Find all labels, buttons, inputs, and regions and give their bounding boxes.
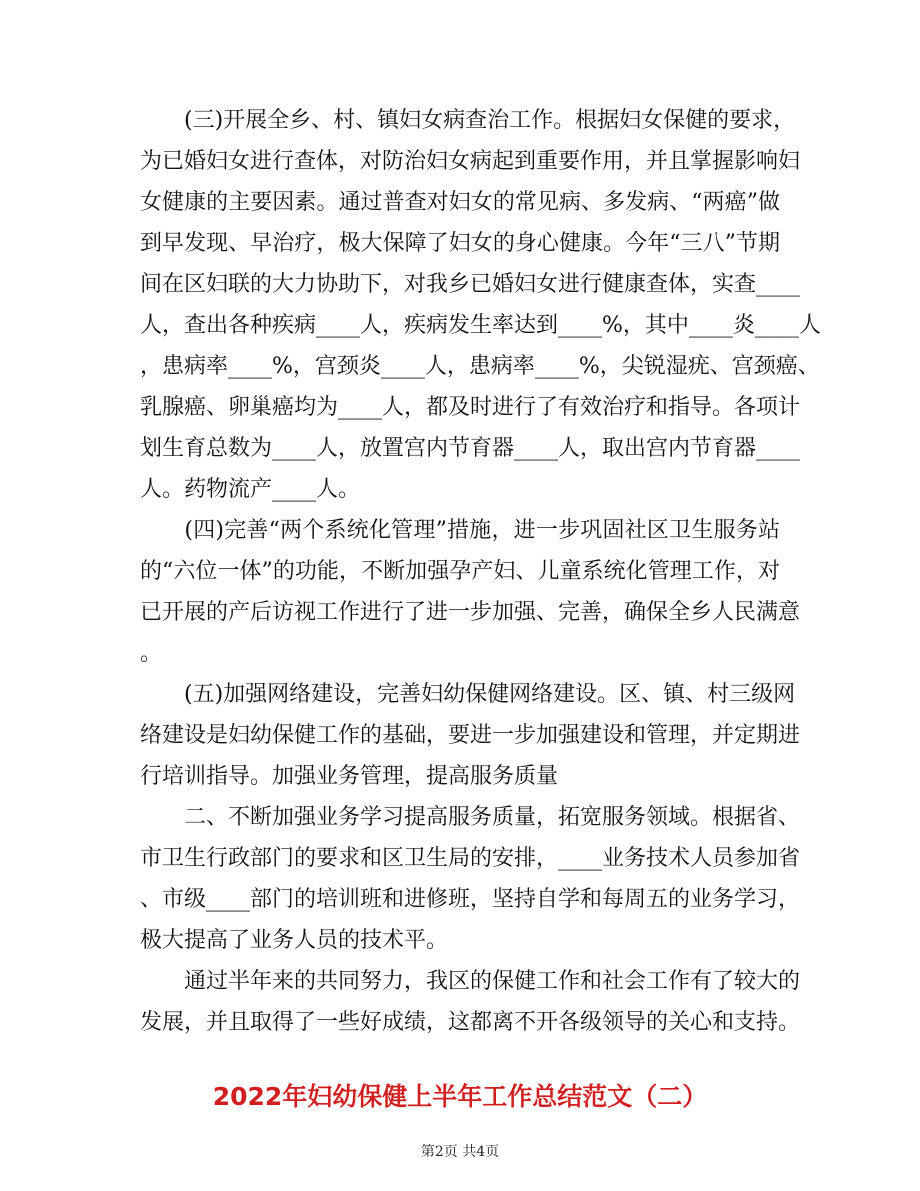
paragraph-line: 为已婚妇女进行查体，对防治妇女病起到重要作用，并且掌握影响妇 [140, 149, 801, 174]
paragraph-line: 通过半年来的共同努力，我区的保健工作和社会工作有了较大的 [140, 969, 801, 994]
paragraph-line: 。 [140, 641, 163, 666]
page-footer: 第2页 共4页 [420, 1144, 500, 1160]
paragraph-line: (四)完善“两个系统化管理”措施，进一步巩固社区卫生服务站 [140, 518, 780, 543]
paragraph-line: 女健康的主要因素。通过普查对妇女的常见病、多发病、“两癌”做 [140, 190, 780, 215]
paragraph-line: 发展，并且取得了一些好成绩，这都离不开各级领导的关心和支持。 [140, 1010, 801, 1035]
paragraph-line: 二、不断加强业务学习提高服务质量，拓宽服务领域。根据省、 [140, 805, 801, 830]
paragraph-line: 行培训指导。加强业务管理，提高服务质量 [140, 764, 559, 789]
paragraph-line: (五)加强网络建设，完善妇幼保健网络建设。区、镇、村三级网 [140, 682, 796, 707]
paragraph-line: 极大提高了业务人员的技术平。 [140, 928, 449, 953]
paragraph-line: 人。药物流产____人。 [140, 477, 361, 502]
paragraph-line: (三)开展全乡、村、镇妇女病查治工作。根据妇女保健的要求， [140, 108, 796, 133]
paragraph-line: 乳腺癌、卵巢癌均为____人，都及时进行了有效治疗和指导。各项计 [140, 395, 801, 420]
paragraph-line: ，患病率____%，宫颈炎____人，患病率____%，尖锐湿疣、宫颈癌、 [140, 354, 820, 379]
paragraph-line: 划生育总数为____人，放置宫内节育器____人，取出宫内节育器____ [140, 436, 801, 461]
section-heading: 2022年妇幼保健上半年工作总结范文（二） [212, 1082, 708, 1111]
paragraph-line: 到早发现、早治疗，极大保障了妇女的身心健康。今年“三八”节期 [140, 231, 780, 256]
paragraph-line: 的“六位一体”的功能，不断加强孕产妇、儿童系统化管理工作，对 [140, 559, 780, 584]
paragraph-line: 人，查出各种疾病____人，疾病发生率达到____%，其中____炎____人 [140, 313, 821, 338]
paragraph-line: 间在区妇联的大力协助下，对我乡已婚妇女进行健康查体，实查____ [140, 272, 801, 297]
paragraph-line: 市卫生行政部门的要求和区卫生局的安排，____业务技术人员参加省 [140, 846, 801, 871]
paragraph-line: 络建设是妇幼保健工作的基础，要进一步加强建设和管理，并定期进 [140, 723, 801, 748]
paragraph-line: 、市级____部门的培训班和进修班，坚持自学和每周五的业务学习， [140, 887, 801, 912]
paragraph-line: 已开展的产后访视工作进行了进一步加强、完善，确保全乡人民满意 [140, 600, 801, 625]
